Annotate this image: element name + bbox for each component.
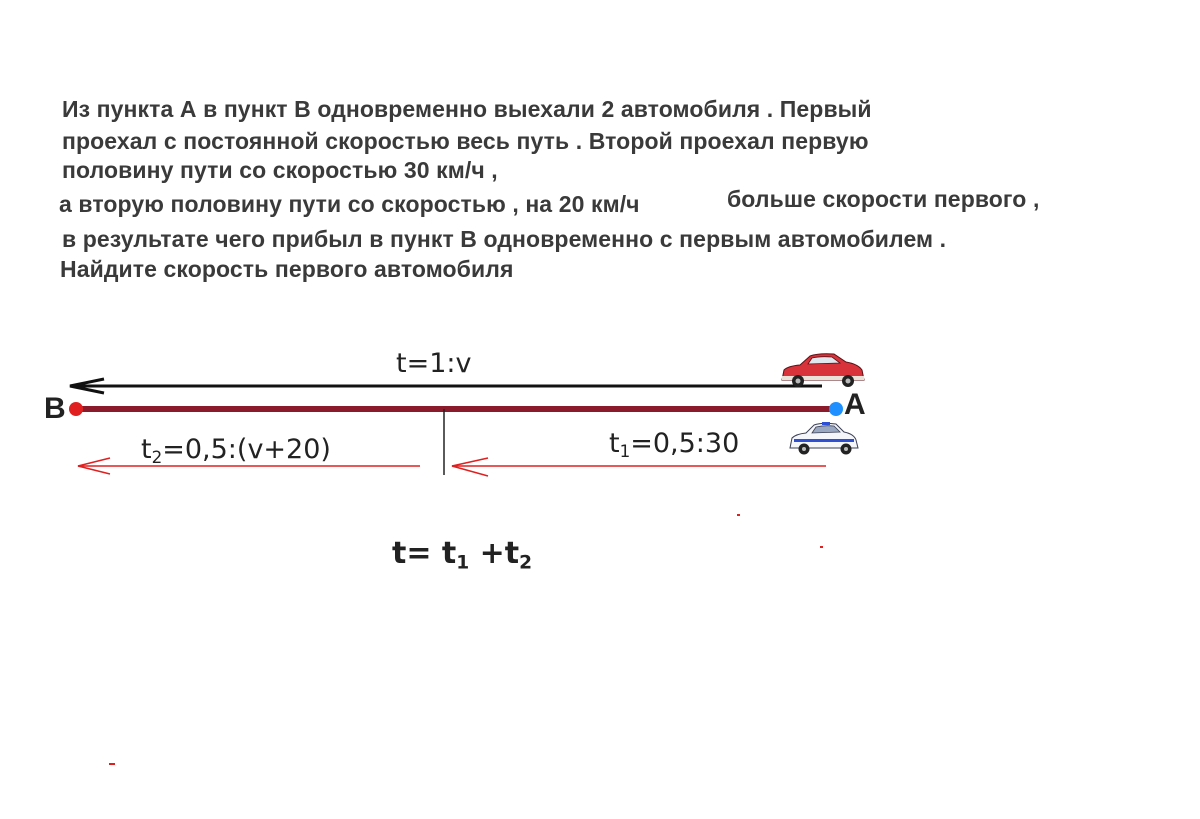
problem-text [0,0,1200,300]
problem-line-1: Из пункта А в пункт В одновременно выехали 2 автомобиля . Первый [62,96,872,122]
total-time-label: t=1:v [396,348,472,379]
first-half-arrowhead [452,458,488,476]
t1-expression: =0,5:30 [630,428,740,459]
t2-expression: =0,5:(v+20) [162,434,331,465]
problem-line-3: половину пути со скоростью 30 км/ч , [62,157,498,183]
problem-line-5: в результате чего прибыл в пункт В одновременно с первым автомобилем . [62,226,947,252]
problem-line-6: Найдите скорость первого автомобиля [60,256,514,282]
stray-mark [737,514,740,516]
diagram-canvas [0,330,1200,819]
t2-subscript: 2 [151,447,163,468]
stray-mark [820,546,823,548]
point-b-marker [69,402,83,416]
point-a-marker [829,402,843,416]
t2-name: t [141,434,152,465]
point-a-label: A [844,388,866,421]
total-time-formula [392,536,532,574]
problem-line-4-continued: больше скорости первого , [727,186,1040,212]
t1-subscript: 1 [619,441,631,462]
t2-label [141,434,331,467]
red-car-icon [782,354,864,387]
formula-lhs: t= t [392,536,457,571]
formula-sub-2: 2 [519,552,533,574]
formula-mid: +t [469,536,520,571]
motion-diagram [0,330,1200,819]
point-b-label: B [44,392,66,425]
police-car-icon [790,422,858,455]
problem-line-4: а вторую половину пути со скоростью , на 20 км/ч [59,191,640,217]
problem-line-2: проехал с постоянной скоростью весь путь . Второй проехал первую [62,128,869,154]
t1-name: t [609,428,620,459]
formula-sub-1: 1 [456,552,470,574]
stray-mark [109,763,115,765]
t1-label [609,428,739,461]
